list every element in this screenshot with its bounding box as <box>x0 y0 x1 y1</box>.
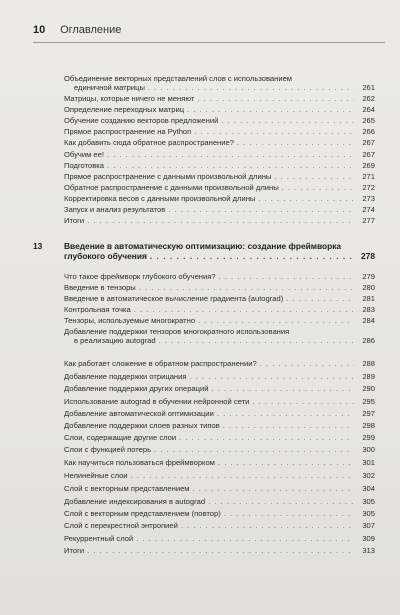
toc-entry <box>64 216 375 225</box>
toc-entry-page: 267 <box>362 138 375 147</box>
toc-entry <box>64 305 375 314</box>
toc-entry-page: 302 <box>362 471 375 480</box>
toc-entry <box>64 272 375 281</box>
toc-entry-page: 279 <box>362 272 375 281</box>
toc-entry-page: 273 <box>362 194 375 203</box>
toc-entry-title: Объединение векторных представлений слов с использованием <box>64 74 293 83</box>
page-number: 10 <box>33 24 46 36</box>
toc-entry-page: 305 <box>362 497 375 506</box>
toc-entry-page: 313 <box>362 546 375 555</box>
toc-entry-title: Контрольная точка <box>64 305 131 314</box>
toc-entry-title: Подготовка <box>64 161 104 170</box>
toc-entry <box>64 509 375 518</box>
toc-entry-page: 309 <box>362 534 375 543</box>
toc-entry-title: Матрицы, которые ничего не меняют <box>64 94 195 103</box>
toc-entry-title-continuation: в реализацию autograd <box>74 336 156 345</box>
toc-entry-title: Прямое распространение на Python <box>64 127 192 136</box>
toc-entry <box>64 316 375 325</box>
toc-entry-title: Как научиться пользоваться фреймворком <box>64 458 215 467</box>
toc-entry-title: Использование autograd в обучении нейронной сети <box>64 397 250 406</box>
toc-entry-title: Что такое фреймворк глубокого обучения? <box>64 272 216 281</box>
toc-entry <box>64 161 375 170</box>
toc-entry-title: Рекуррентный слой <box>64 534 134 543</box>
toc-entry-title: Добавление поддержки слоев разных типов <box>64 421 220 430</box>
toc-entry <box>64 409 375 418</box>
toc-entry-page: 301 <box>362 458 375 467</box>
toc-entry <box>64 421 375 430</box>
toc-entry-title: Слои с функцией потерь <box>64 445 152 454</box>
toc-entry-title: Корректировка весов с данными произвольной длины <box>64 194 256 203</box>
toc-entry-page: 289 <box>362 372 375 381</box>
toc-entry-page: 271 <box>362 172 375 181</box>
toc-entry-title: Прямое распространение с данными произвольной длины <box>64 172 272 181</box>
toc-entry-title: Слой с векторным представлением <box>64 484 190 493</box>
toc-entry-page: 274 <box>362 205 375 214</box>
toc-entry-page: 281 <box>362 294 375 303</box>
toc-entry <box>64 372 375 381</box>
toc-entry-page: 266 <box>362 127 375 136</box>
toc-entry-title: Обучение созданию векторов предложений <box>64 116 219 125</box>
toc-entry-page: 283 <box>362 305 375 314</box>
toc-entry <box>64 497 375 506</box>
toc-entry-title: Добавление поддержки других операций <box>64 384 209 393</box>
toc-entry <box>64 458 375 467</box>
toc-entry <box>64 194 375 203</box>
toc-entry-page: 307 <box>362 521 375 530</box>
toc-entry-page: 284 <box>362 316 375 325</box>
toc-entry-page: 298 <box>362 421 375 430</box>
toc-entry <box>64 150 375 159</box>
toc-entry-title: Слой с векторным представлением (повтор) <box>64 509 221 518</box>
toc-entry-title: Добавление индексирования в autograd <box>64 497 206 506</box>
chapter-title-continuation: глубокого обучения <box>64 251 147 261</box>
toc-entry-page: 300 <box>362 445 375 454</box>
toc-entry-title: Слои, содержащие другие слои <box>64 433 177 442</box>
toc-entry-title: Определение переходных матриц <box>64 105 185 114</box>
toc-entry <box>64 521 375 530</box>
toc-entry-page: 262 <box>362 94 375 103</box>
toc-entry-page: 264 <box>362 105 375 114</box>
chapter-page: 278 <box>361 251 375 261</box>
toc-entry <box>64 294 375 303</box>
toc-entry <box>64 127 375 136</box>
toc-entry-title: Добавление поддержки отрицания <box>64 372 187 381</box>
page-header <box>33 24 121 38</box>
toc-entry-title: Добавление поддержки тензоров многократного использования <box>64 327 290 336</box>
toc-entry-page: 261 <box>362 83 375 92</box>
toc-entry <box>64 327 375 345</box>
running-title: Оглавление <box>60 24 122 36</box>
toc-entry <box>64 433 375 442</box>
toc-entry <box>64 172 375 181</box>
toc-entry-page: 297 <box>362 409 375 418</box>
toc-entry-page: 290 <box>362 384 375 393</box>
toc-entry <box>64 359 375 368</box>
toc-entry <box>64 283 375 292</box>
toc-entry <box>64 94 375 103</box>
toc-entry-title: Итоги <box>64 216 85 225</box>
chapter-number: 13 <box>33 241 43 251</box>
toc-entry-title: Как работает сложение в обратном распространении? <box>64 359 257 368</box>
toc-entry-page: 295 <box>362 397 375 406</box>
toc-entry <box>64 384 375 393</box>
toc-entry-page: 299 <box>362 433 375 442</box>
toc-entry <box>64 484 375 493</box>
toc-entry <box>64 546 375 555</box>
toc-entry-page: 286 <box>362 336 375 345</box>
header-divider <box>33 42 385 43</box>
toc-entry-page: 280 <box>362 283 375 292</box>
toc-entry-title: Слой с перекрестной энтропией <box>64 521 178 530</box>
toc-entry-page: 269 <box>362 161 375 170</box>
toc-entry-page: 267 <box>362 150 375 159</box>
toc-entry-title: Тензоры, используемые многократно <box>64 316 196 325</box>
toc-entry <box>64 205 375 214</box>
toc-entry-page: 272 <box>362 183 375 192</box>
toc-entry <box>64 138 375 147</box>
toc-entry-title: Введение в автоматическое вычисление градиента (autograd) <box>64 294 284 303</box>
toc-entry-page: 265 <box>362 116 375 125</box>
toc-entry-page: 304 <box>362 484 375 493</box>
toc-entry <box>64 183 375 192</box>
toc-entry-title-continuation: единичной матрицы <box>74 83 145 92</box>
toc-entry-title: Введение в тензоры <box>64 283 136 292</box>
toc-entry <box>64 471 375 480</box>
toc-entry-title: Добавление автоматической оптимизации <box>64 409 214 418</box>
toc-entry-title: Обучим ее! <box>64 150 104 159</box>
toc-entry-page: 288 <box>362 359 375 368</box>
toc-entry-title: Как добавить сюда обратное распространение? <box>64 138 234 147</box>
toc-entry-title: Итоги <box>64 546 85 555</box>
chapter-heading <box>33 241 375 261</box>
toc-entry <box>64 116 375 125</box>
toc-entry <box>64 74 375 92</box>
toc-entry <box>64 534 375 543</box>
toc-entry <box>64 397 375 406</box>
toc-entry-title: Запуск и анализ результатов <box>64 205 166 214</box>
chapter-title: Введение в автоматическую оптимизацию: создание фреймворка <box>64 241 342 251</box>
toc-entry-title: Нелинейные слои <box>64 471 128 480</box>
toc-entry <box>64 105 375 114</box>
toc-entry-page: 277 <box>362 216 375 225</box>
toc-entry-title: Обратное распространение с данными произвольной длины <box>64 183 279 192</box>
toc-entry <box>64 445 375 454</box>
toc-entry-page: 305 <box>362 509 375 518</box>
